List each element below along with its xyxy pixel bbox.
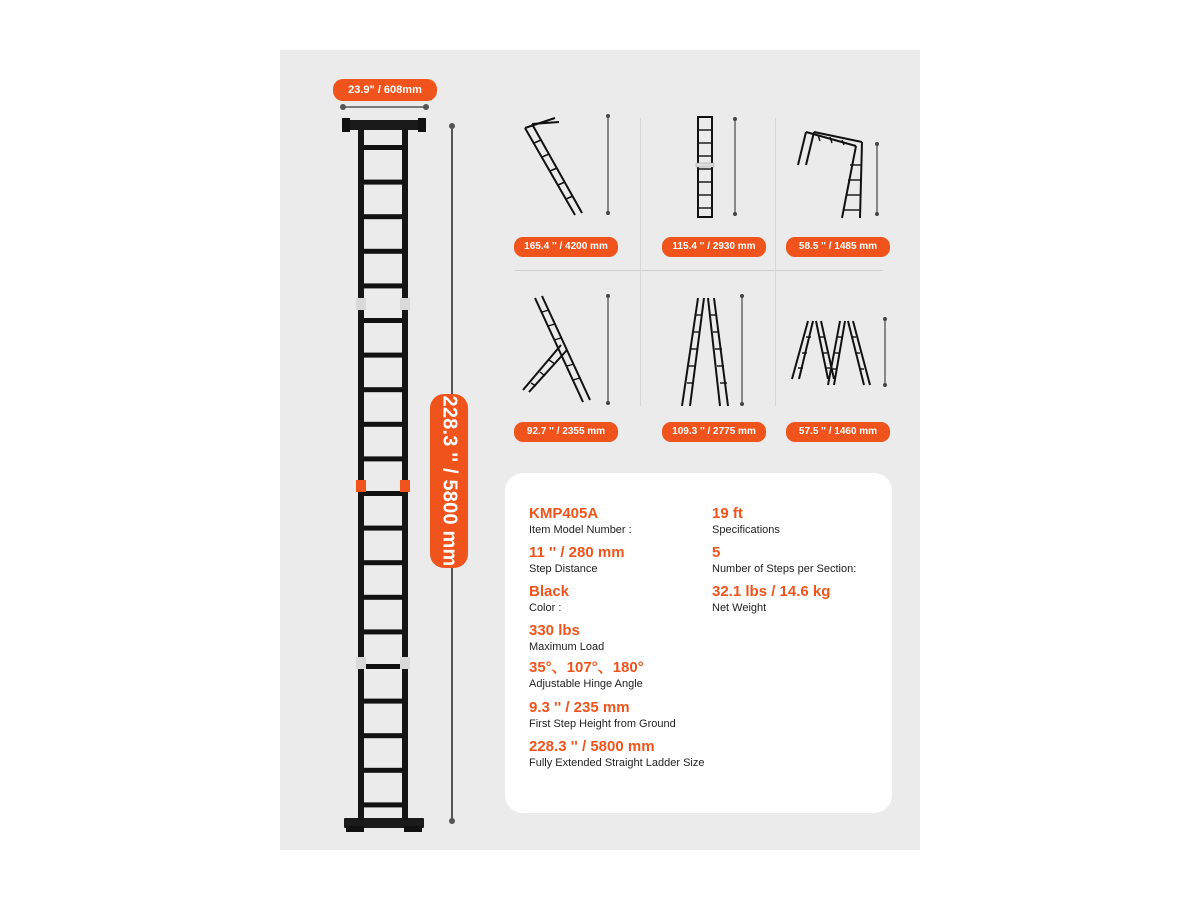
ladder-top-cap — [342, 118, 350, 132]
spec-value: 5 — [712, 544, 721, 561]
height-dimension-top-dot — [449, 123, 455, 129]
mode-1-height-label: 165.4 '' / 4200 mm — [514, 237, 618, 257]
extension-ladder-icon — [515, 110, 615, 225]
folded-ladder-icon — [690, 115, 750, 225]
ladder-rung — [364, 145, 402, 150]
spec-hinge-angle — [529, 659, 644, 691]
ladder-rung — [364, 214, 402, 219]
spec-label: Specifications — [712, 524, 780, 536]
mode-2-height-label: 115.4 '' / 2930 mm — [662, 237, 766, 257]
step-ladder-open-icon — [515, 290, 615, 410]
ladder-top-cap — [344, 120, 424, 130]
ladder-rung — [364, 283, 402, 288]
ladder-foot — [404, 826, 422, 832]
width-dimension-arrow — [340, 104, 430, 110]
ladder-rung — [364, 768, 402, 773]
ladder-rung — [364, 560, 402, 565]
spec-label: Net Weight — [712, 602, 767, 614]
spec-value: 11 '' / 280 mm — [529, 544, 625, 561]
ladder-illustration — [340, 112, 440, 832]
ladder-top-cap — [418, 118, 426, 132]
ladder-hinge — [356, 298, 366, 310]
ladder-rung — [364, 664, 402, 669]
ladder-rung — [364, 733, 402, 738]
ladder-rung — [364, 491, 402, 496]
spec-maximum-load — [529, 622, 604, 654]
spec-label: Color : — [529, 602, 562, 614]
spec-label: First Step Height from Ground — [529, 718, 676, 730]
ladder-rung — [364, 180, 402, 185]
spec-value: 35°、107°、180° — [529, 659, 644, 676]
double-a-frame-ladder-icon — [788, 315, 890, 395]
spec-step-distance — [529, 544, 625, 576]
ladder-left-rail — [358, 130, 364, 820]
spec-extended-size — [529, 738, 705, 770]
ladder-rung — [364, 422, 402, 427]
ladder-rung — [364, 353, 402, 358]
ladder-rung — [364, 456, 402, 461]
ladder-foot — [346, 826, 364, 832]
modes-grid-divider — [515, 270, 883, 271]
ladder-hinge — [400, 657, 410, 669]
a-frame-ladder-icon — [670, 290, 755, 410]
spec-color — [529, 583, 569, 615]
spec-label: Fully Extended Straight Ladder Size — [529, 757, 705, 769]
height-dimension-bottom-dot — [449, 818, 455, 824]
ladder-rung — [364, 802, 402, 807]
ladder-right-rail — [402, 130, 408, 820]
ladder-rung — [364, 249, 402, 254]
spec-label: Step Distance — [529, 563, 598, 575]
spec-value: 9.3 '' / 235 mm — [529, 699, 630, 716]
spec-value: 228.3 '' / 5800 mm — [529, 738, 655, 755]
width-dimension-label: 23.9" / 608mm — [333, 79, 437, 101]
ladder-hinge — [356, 657, 366, 669]
mode-5-height-label: 109.3 '' / 2775 mm — [662, 422, 766, 442]
ladder-rung — [364, 629, 402, 634]
spec-specifications — [712, 505, 780, 537]
height-dimension-label — [430, 394, 468, 568]
spec-first-step-height — [529, 699, 676, 731]
ladder-hinge — [356, 480, 366, 492]
ladder-rung — [364, 387, 402, 392]
modes-grid-divider — [640, 118, 641, 406]
ladder-rung — [364, 318, 402, 323]
mode-3-height-label: 58.5 '' / 1485 mm — [786, 237, 890, 257]
mode-4-height-label: 92.7 '' / 2355 mm — [514, 422, 618, 442]
ladder-rung — [364, 699, 402, 704]
height-dimension-text: 228.3 '' / 5800 mm — [438, 395, 461, 567]
spec-label: Number of Steps per Section: — [712, 563, 857, 575]
spec-label: Adjustable Hinge Angle — [529, 678, 643, 690]
spec-value: 32.1 lbs / 14.6 kg — [712, 583, 831, 600]
spec-value: KMP405A — [529, 505, 599, 522]
ladder-hinge — [400, 298, 410, 310]
ladder-rung — [364, 595, 402, 600]
spec-model-number — [529, 505, 632, 537]
spec-value: 330 lbs — [529, 622, 580, 639]
spec-label: Maximum Load — [529, 641, 605, 653]
spec-label: Item Model Number : — [529, 524, 632, 536]
ladder-rung — [364, 526, 402, 531]
modes-grid-divider — [775, 118, 776, 406]
ladder-hinge — [400, 480, 410, 492]
mode-6-height-label: 57.5 '' / 1460 mm — [786, 422, 890, 442]
scaffold-ladder-icon — [790, 120, 890, 225]
spec-net-weight — [712, 583, 830, 615]
spec-value: 19 ft — [712, 505, 743, 522]
spec-steps-per-section — [712, 544, 856, 576]
spec-value: Black — [529, 583, 570, 600]
